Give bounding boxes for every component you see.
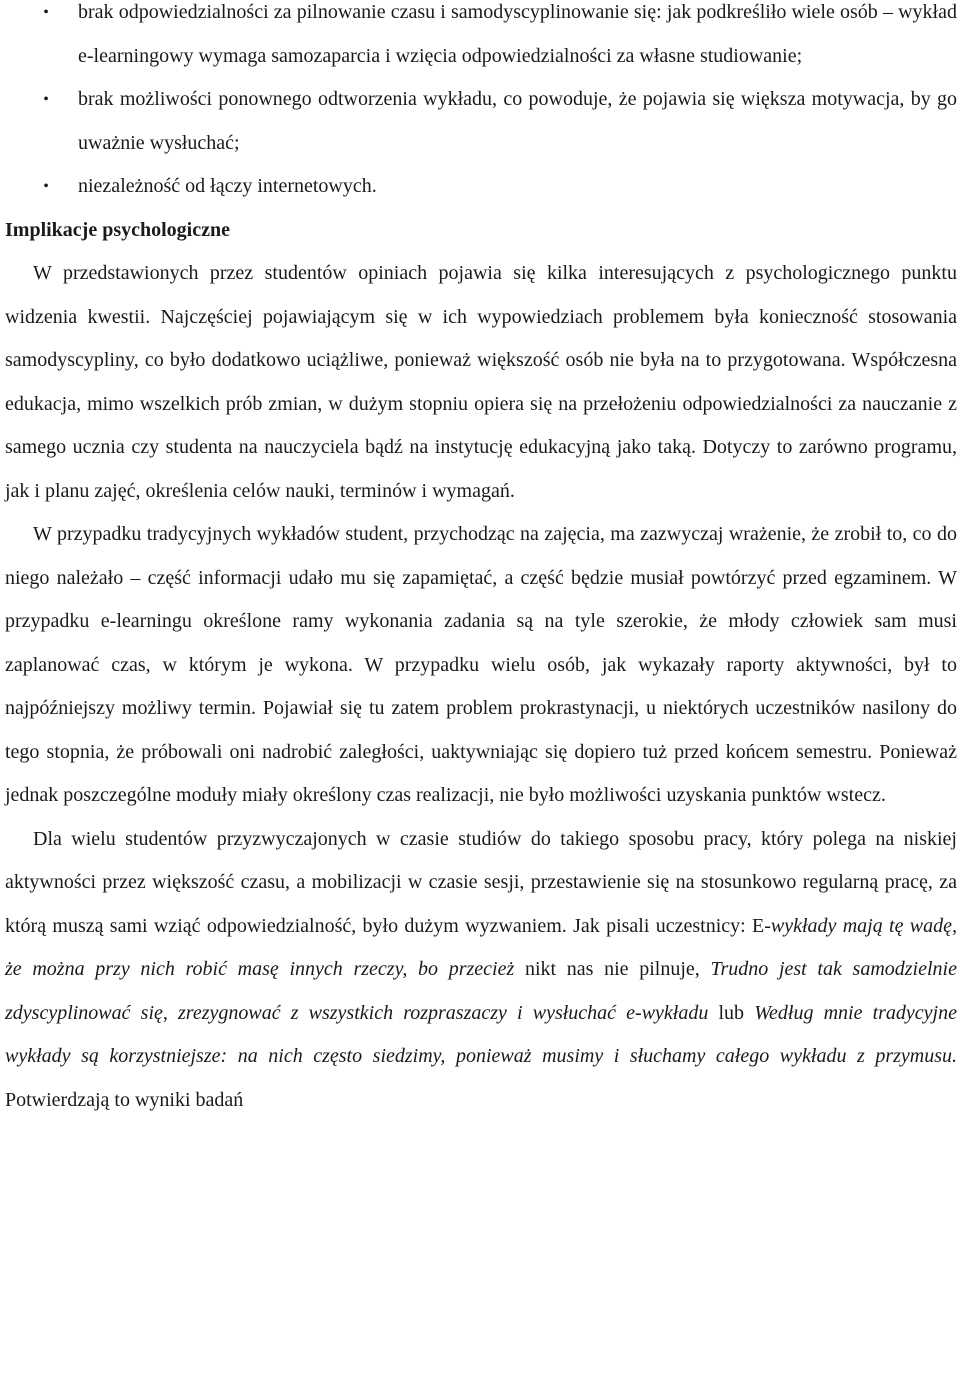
bullet-text: brak odpowiedzialności za pilnowanie czasu i samodyscyplinowanie się: jak podkreśliło wiele osób – wykład e-learningowy wymaga samozaparcia i wzięcia odpowiedzialności za własne studiowanie; (78, 1, 957, 67)
bullet-item (5, 165, 957, 209)
paragraph: W przedstawionych przez studentów opiniach pojawia się kilka interesujących z psychologicznego punktu widzenia kwestii. Najczęściej pojawiającym się w ich wypowiedziach problemem była konieczność stosowania samodyscypliny, co było dodatkowo uciążliwe, ponieważ większość osób nie była na to przygotowana. Współczesna edukacja, mimo wszelkich prób zmian, w dużym stopniu opiera się na przełożeniu odpowiedzialności za nauczanie z samego ucznia czy studenta na nauczyciela bądź na instytucję edukacyjną jako taką. Dotyczy to zarówno programu, jak i planu zajęć, określenia celów nauki, terminów i wymagań. (5, 262, 957, 502)
bullet-item (5, 78, 957, 165)
paragraph: W przypadku tradycyjnych wykładów student, przychodząc na zajęcia, ma zazwyczaj wrażenie, że zrobił to, co do niego należało – część informacji udało mu się zapamiętać, a część będzie musiał powtórzyć przed egzaminem. W przypadku e-learningu określone ramy wykonania zadania są na tyle szerokie, że młody człowiek sam musi zaplanować czas, w którym je wykona. W przypadku wielu osób, jak wykazały raporty aktywności, był to najpóźniejszy możliwy termin. Pojawiał się tu zatem problem prokrastynacji, u niektórych uczestników nasilony do tego stopnia, że próbowali oni nadrobić zaległości, uaktywniając się dopiero tuż przed końcem semestru. Ponieważ jednak poszczególne moduły miały określony czas realizacji, nie było możliwości uzyskania punktów wstecz. (5, 523, 957, 806)
quote: Według mnie tradycyjne wykłady są korzystniejsze: na nich często siedzimy, ponieważ musimy i słuchamy całego wykładu z przymusu. (5, 1001, 957, 1067)
bullet-icon: • (43, 178, 49, 195)
bullet-text: niezależność od łączy internetowych. (78, 175, 377, 197)
paragraph-text: Potwierdzają to wyniki badań (5, 1088, 244, 1111)
bullet-list (5, 0, 957, 209)
bullet-icon: • (43, 4, 49, 21)
paragraph-text: nikt nas nie pilnuje, (514, 958, 711, 980)
section-heading: Implikacje psychologiczne (5, 218, 230, 241)
document-page (5, 0, 957, 1122)
paragraph-text: Dla wielu studentów przyzwyczajonych w czasie studiów do takiego sposobu pracy, który polega na niskiej aktywności przez większość czasu, a mobilizacji w czasie sesji, przestawienie się na stosunkowo regularną pracę, za którą muszą sami wziąć odpowiedzialność, było dużym wyzwaniem. Jak pisali uczestnicy: E- (5, 827, 957, 937)
quote: Trudno jest tak samodzielnie zdyscyplinować się, zrezygnować z wszystkich rozpraszaczy i wysłuchać e-wykładu (5, 958, 957, 1024)
bullet-text: brak możliwości ponownego odtworzenia wykładu, co powoduje, że pojawia się większa motywacja, by go uważnie wysłuchać; (78, 88, 957, 154)
bullet-icon: • (43, 91, 49, 108)
bullet-item (5, 0, 957, 78)
paragraph (5, 818, 957, 1123)
quote: wykłady mają tę wadę, że można przy nich robić masę innych rzeczy, bo przecież (5, 914, 957, 980)
paragraph-text: lub (708, 1001, 755, 1024)
